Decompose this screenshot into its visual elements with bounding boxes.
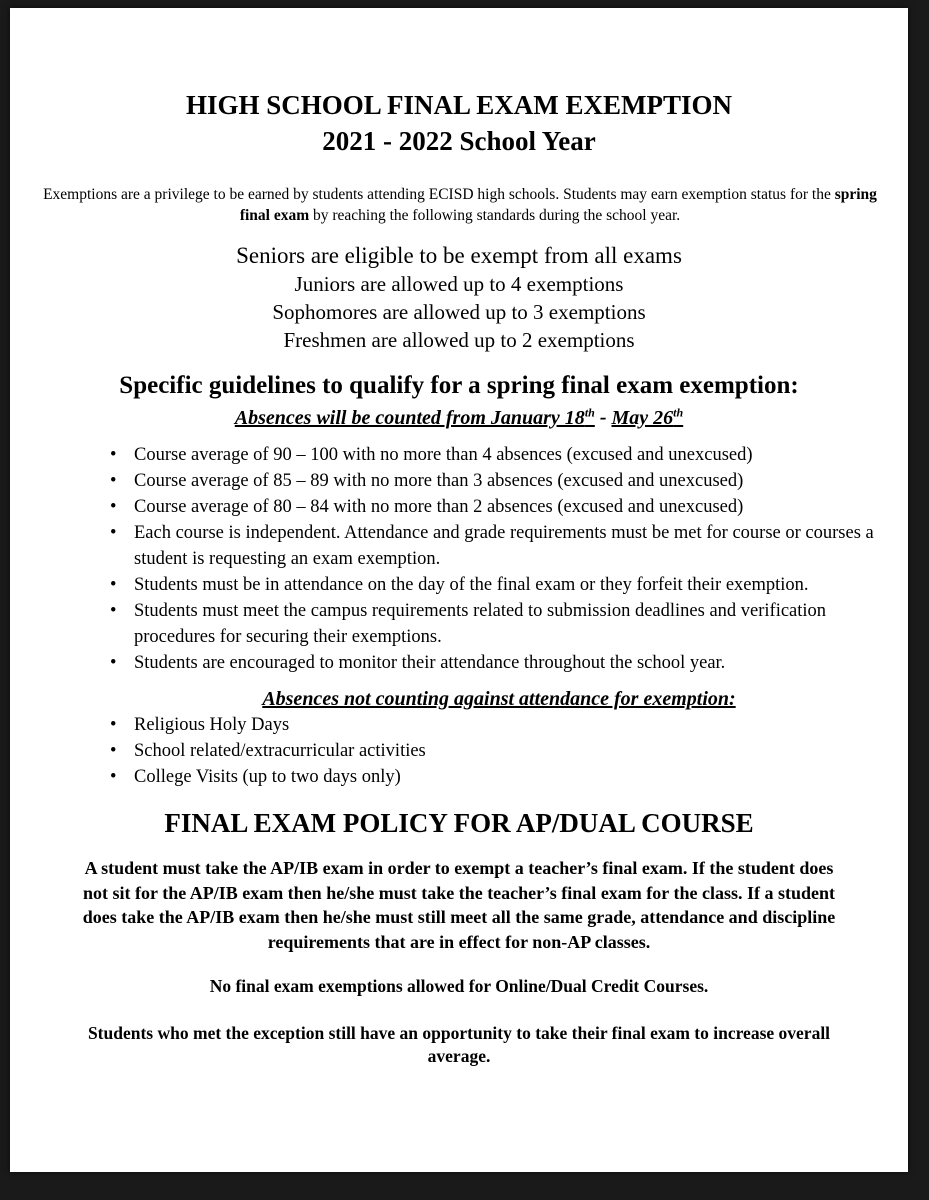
- intro-bold-text: spring final exam: [239, 186, 877, 224]
- list-item: [108, 468, 898, 494]
- eligibility-freshmen: Freshmen are allowed up to 2 exemptions: [283, 328, 635, 352]
- eligibility-list: [10, 242, 908, 354]
- list-item: [108, 520, 898, 572]
- list-item-text: School related/extracurricular activities: [134, 741, 426, 761]
- bullet-icon: •: [110, 767, 117, 787]
- improve-average-note: Students who met the exception still have an opportunity to take their final exam to increase overall average.: [87, 1023, 831, 1066]
- bullet-icon: •: [110, 497, 117, 517]
- list-item: [108, 572, 898, 598]
- document-title: HIGH SCHOOL FINAL EXAM EXEMPTION: [185, 90, 733, 120]
- eligibility-juniors: Juniors are allowed up to 4 exemptions: [294, 272, 624, 296]
- school-year-subtitle: 2021 - 2022 School Year: [322, 126, 596, 156]
- list-item-text: Students must meet the campus requirements related to submission deadlines and verification procedures for securing their exemptions.: [134, 601, 827, 647]
- bullet-icon: •: [110, 445, 117, 465]
- list-item-text: College Visits (up to two days only): [134, 767, 401, 787]
- bullet-icon: •: [110, 741, 117, 761]
- online-dual-credit-note: No final exam exemptions allowed for Online/Dual Credit Courses.: [209, 976, 709, 996]
- absences-not-counting-heading: Absences not counting against attendance for exemption:: [262, 688, 736, 710]
- list-item-text: Course average of 80 – 84 with no more than 2 absences (excused and unexcused): [134, 497, 744, 517]
- bullet-icon: •: [110, 601, 117, 621]
- list-item: [108, 494, 898, 520]
- list-item-text: Students are encouraged to monitor their attendance throughout the school year.: [134, 653, 726, 673]
- ap-policy-paragraph: A student must take the AP/IB exam in order to exempt a teacher’s final exam. If the student does not sit for the AP/IB exam then he/she must take the teacher’s final exam for the class. If a student does take the AP/IB exam then he/she must still meet all the same grade, attendance and discipline requirements that are in effect for non-AP classes.: [82, 858, 836, 952]
- bullet-icon: •: [110, 653, 117, 673]
- absences-not-counting-list: [108, 712, 608, 790]
- list-item-text: Each course is independent. Attendance and grade requirements must be met for course or courses a student is requesting an exam exemption.: [134, 523, 874, 569]
- bullet-icon: •: [110, 523, 117, 543]
- list-item: [108, 764, 608, 790]
- date-suffix-1: th: [584, 405, 595, 419]
- bullet-icon: •: [110, 575, 117, 595]
- eligibility-seniors: Seniors are eligible to be exempt from all exams: [236, 243, 682, 268]
- bullet-icon: •: [110, 715, 117, 735]
- document-page: [10, 8, 908, 1172]
- bullet-icon: •: [110, 471, 117, 491]
- date-suffix-2: th: [673, 405, 684, 419]
- guidelines-heading: Specific guidelines to qualify for a spring final exam exemption:: [119, 372, 799, 399]
- intro-text-before: Exemptions are a privilege to be earned by students attending ECISD high schools. Students may earn exemption status for the: [43, 186, 835, 203]
- list-item-text: Religious Holy Days: [134, 715, 290, 735]
- intro-paragraph: [32, 184, 888, 226]
- list-item: [108, 650, 898, 676]
- ap-policy-heading: FINAL EXAM POLICY FOR AP/DUAL COURSE: [164, 808, 754, 838]
- absence-date-range: [10, 405, 908, 430]
- list-item: [108, 598, 898, 650]
- guidelines-list: [108, 442, 898, 676]
- date-separator: -: [594, 406, 612, 429]
- eligibility-sophomores: Sophomores are allowed up to 3 exemptions: [272, 300, 646, 324]
- list-item: [108, 442, 898, 468]
- list-item-text: Course average of 90 – 100 with no more than 4 absences (excused and unexcused): [134, 445, 753, 465]
- date-range-end: May 26: [611, 406, 674, 429]
- date-range-start: Absences will be counted from January 18: [234, 406, 585, 429]
- list-item-text: Course average of 85 – 89 with no more than 3 absences (excused and unexcused): [134, 471, 744, 491]
- list-item-text: Students must be in attendance on the day of the final exam or they forfeit their exemption.: [134, 575, 809, 595]
- list-item: [108, 712, 608, 738]
- intro-text-after: by reaching the following standards during the school year.: [309, 207, 681, 224]
- list-item: [108, 738, 608, 764]
